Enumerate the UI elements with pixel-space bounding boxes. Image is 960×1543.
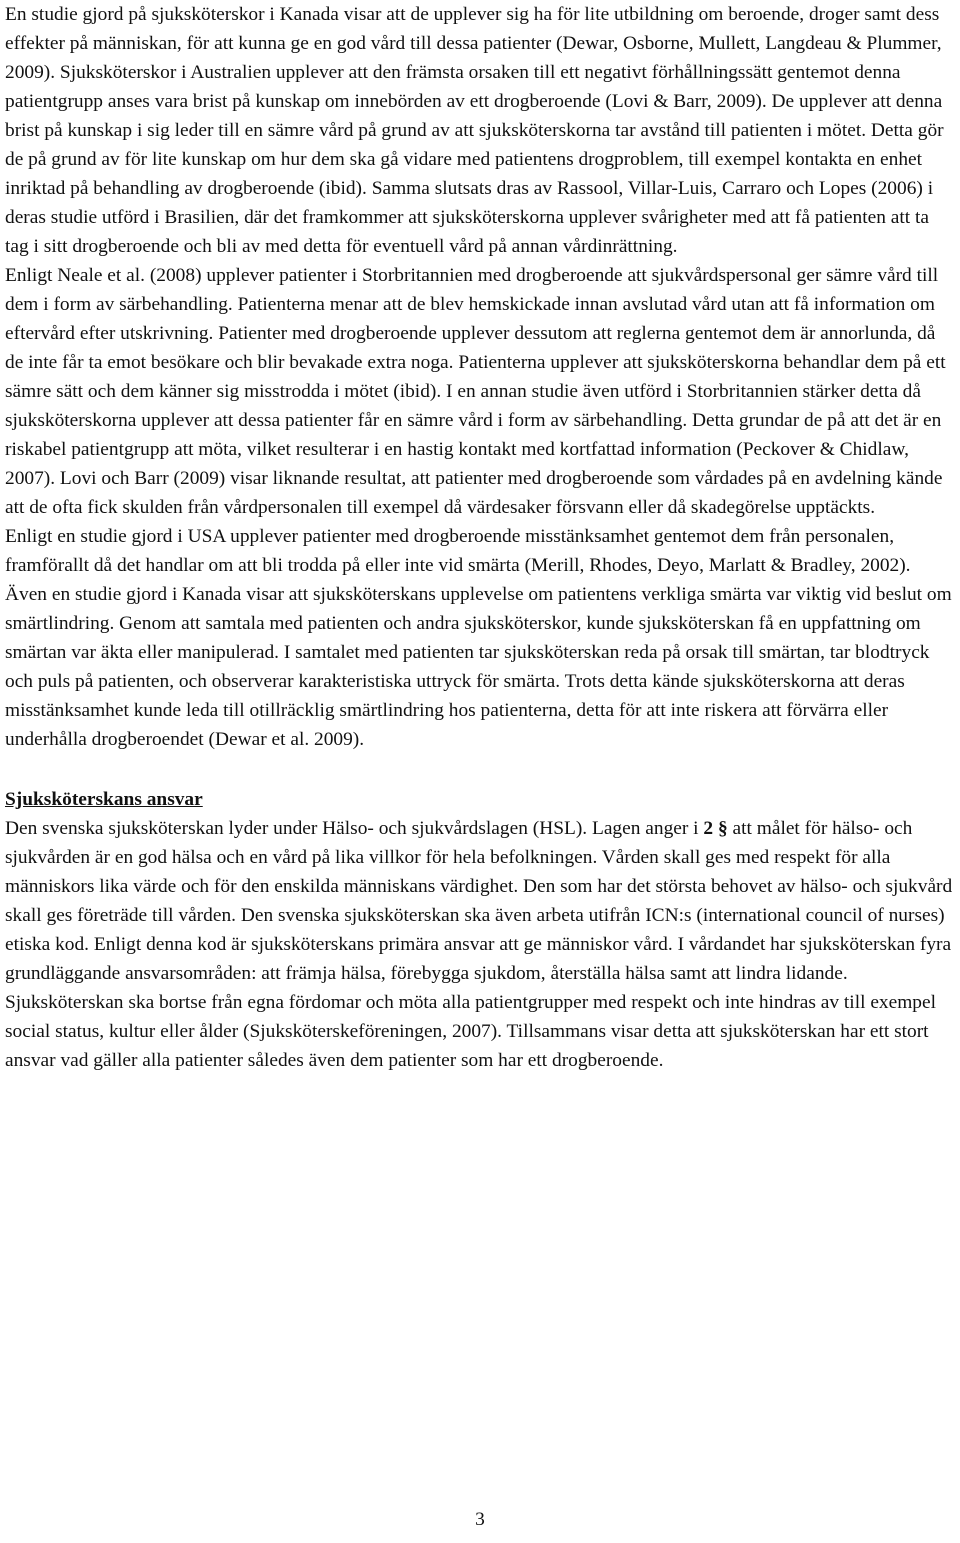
law-section-reference: 2 § xyxy=(703,818,728,839)
document-page xyxy=(5,0,957,1075)
paragraph-2: Enligt Neale et al. (2008) upplever patienter i Storbritannien med drogberoende att sjukvårdspersonal ger sämre vård till dem i form av särbehandling. Patienterna menar att de blev hemskickade innan avslutad vård utan att få information om eftervård efter utskrivning. Patienter med drogberoende upplever dessutom att reglerna gentemot dem är annorlunda, då de inte får ta emot besökare och blir bevakade extra noga. Patienterna upplever att sjuksköterskorna behandlar dem på ett sämre sätt och dem känner sig misstrodda i mötet (ibid). I en annan studie även utförd i Storbritannien stärker detta då sjuksköterskorna upplever att dessa patienter får en sämre vård i form av särbehandling. Detta grundar de på att det är en riskabel patientgrupp att möta, vilket resulterar i en hastig kontakt med kortfattad information (Peckover & Chidlaw, 2007). Lovi och Barr (2009) visar liknande resultat, att patienter med drogberoende som vårdades på en avdelning kände att de ofta fick skulden från vårdpersonalen till exempel då värdesaker försvann eller då skadegörelse upptäckts. xyxy=(5,265,946,518)
paragraph-1: En studie gjord på sjuksköterskor i Kanada visar att de upplever sig ha för lite utbildning om beroende, droger samt dess effekter på människan, för att kunna ge en god vård till dessa patienter (Dewar, Osborne, Mullett, Langdeau & Plummer, 2009). Sjuksköterskor i Australien upplever att den främsta orsaken till ett negativt förhållningssätt gentemot denna patientgrupp anses vara brist på kunskap om innebörden av ett drogberoende (Lovi & Barr, 2009). De upplever att denna brist på kunskap i sig leder till en sämre vård på grund av att sjuksköterskorna tar avstånd till patienten i mötet. Detta gör de på grund av för lite kunskap om hur dem ska gå vidare med patientens drogproblem, till exempel kontakta en enhet inriktad på behandling av drogberoende (ibid). Samma slutsats dras av Rassool, Villar-Luis, Carraro och Lopes (2006) i deras studie utförd i Brasilien, där det framkommer att sjuksköterskorna upplever svårigheter med att få patienten att ta tag i sitt drogberoende och bli av med detta för eventuell vård på annan vårdinrättning. xyxy=(5,4,944,257)
paragraph-3: Enligt en studie gjord i USA upplever patienter med drogberoende misstänksamhet gentemot dem från personalen, framförallt då det handlar om att bli trodda på eller inte vid smärta (Merill, Rhodes, Deyo, Marlatt & Bradley, 2002). Även en studie gjord i Kanada visar att sjuksköterskans upplevelse om patientens verkliga smärta var viktig vid beslut om smärtlindring. Genom att samtala med patienten och andra sjuksköterskor, kunde sjuksköterskan få en uppfattning om smärtan var äkta eller manipulerad. I samtalet med patienten tar sjuksköterskan reda på orsak till smärtan, tar blodtryck och puls på patienten, och observerar karakteristiska uttryck för smärta. Trots detta kände sjuksköterskorna att deras misstänksamhet kunde leda till otillräcklig smärtlindring hos patienterna, detta för att inte riskera att förvärra eller underhålla drogberoendet (Dewar et al. 2009). xyxy=(5,526,952,750)
paragraph-4 xyxy=(5,814,957,1075)
paragraph-4-part-2: att målet för hälso- och sjukvården är en god hälsa och en vård på lika villkor för hela befolkningen. Vården skall ges med respekt för alla människors lika värde och för den enskilda människans värdighet. Den som har det största behovet av hälso- och sjukvård skall ges företräde till vården. Den svenska sjuksköterskan ska även arbeta utifrån ICN:s (international council of nurses) etiska kod. Enligt denna kod är sjuksköterskans primära ansvar att ge människor vård. I vårdandet har sjuksköterskan fyra grundläggande ansvarsområden: att främja hälsa, förebygga sjukdom, återställa hälsa samt att lindra lidande. Sjuksköterskan ska bortse från egna fördomar och möta alla patientgrupper med respekt och inte hindras av till exempel social status, kultur eller ålder (Sjuksköterskeföreningen, 2007). Tillsammans visar detta att sjuksköterskan har ett stort ansvar vad gäller alla patienter således även dem patienter som har ett drogberoende. xyxy=(5,818,953,1071)
section-heading: Sjuksköterskans ansvar xyxy=(5,789,203,810)
paragraph-4-part-1: Den svenska sjuksköterskan lyder under Hälso- och sjukvårdslagen (HSL). Lagen anger i xyxy=(5,818,704,839)
page-number: 3 xyxy=(475,1509,485,1530)
